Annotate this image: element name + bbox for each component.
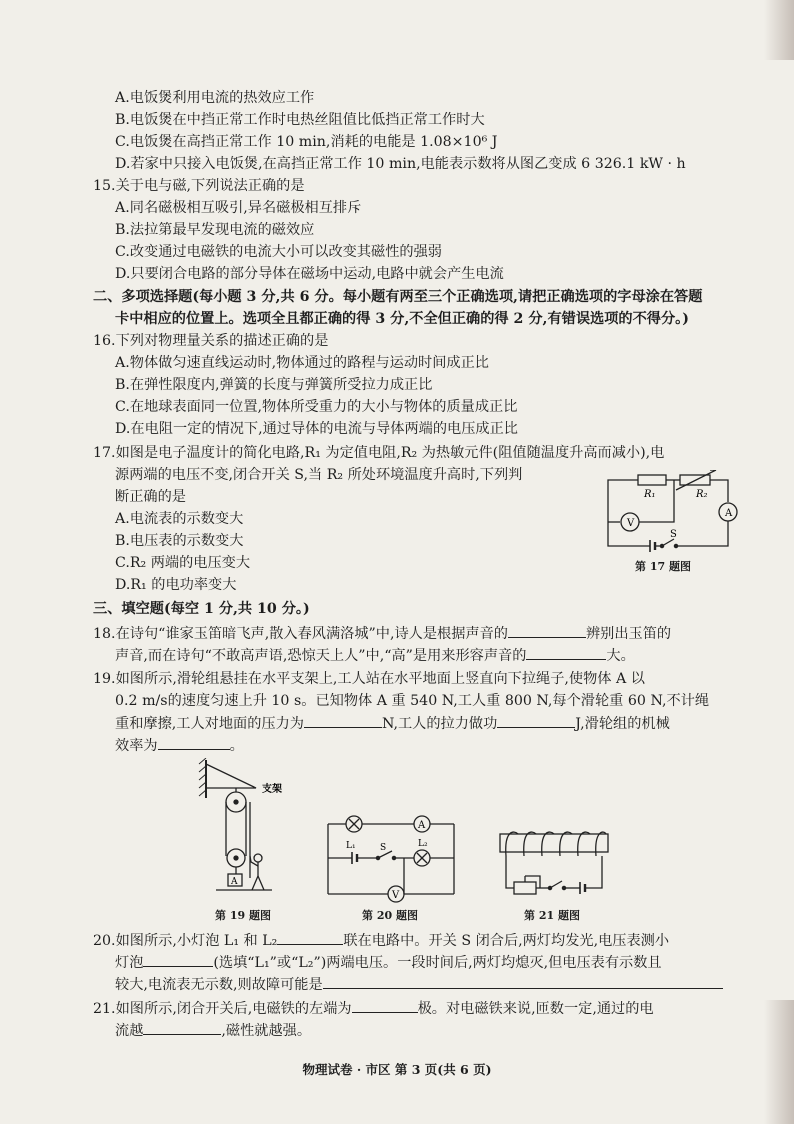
q20-line-3 [115, 974, 723, 995]
q21-text-1a: 21.如图所示,闭合开关后,电磁铁的左端为 [93, 1001, 352, 1017]
q17-option-d: D.R₁ 的电功率变大 [115, 577, 237, 593]
q19-answer-blank-2[interactable] [497, 713, 575, 728]
q20-line-2 [115, 952, 662, 973]
figure-20-circuit [322, 812, 462, 908]
q16-stem: 16.下列对物理量关系的描述正确的是 [93, 333, 329, 349]
page-footer: 物理试卷 · 市区 第 3 页(共 6 页) [302, 1062, 492, 1077]
q19-line-2: 0.2 m/s的速度匀速上升 10 s。已知物体 A 重 540 N,工人重 800 N,每个滑轮重 60 N,不计绳 [115, 693, 710, 709]
q20-answer-blank-2[interactable] [143, 952, 213, 967]
q19-text-3a: 重和摩擦,工人对地面的压力为 [115, 716, 304, 732]
q18-answer-blank-2[interactable] [526, 645, 606, 660]
ammeter-label: A [725, 508, 733, 519]
q15-option-c: C.改变通过电磁铁的电流大小可以改变其磁性的强弱 [115, 244, 442, 260]
figure-17-circuit [598, 470, 748, 570]
figure-21-caption: 第 21 题图 [524, 909, 580, 922]
q16-option-a: A.物体做匀速直线运动时,物体通过的路程与运动时间成正比 [115, 355, 489, 371]
fig20-ammeter-label: A [418, 820, 426, 831]
q14-option-b: B.电饭煲在中挡正常工作时电热丝阻值比低挡正常工作时大 [115, 112, 485, 128]
q16-option-c: C.在地球表面同一位置,物体所受重力的大小与物体的质量成正比 [115, 399, 518, 415]
figure-19-pulley [196, 758, 306, 908]
q21-line-2 [115, 1020, 311, 1041]
q19-answer-blank-1[interactable] [304, 713, 382, 728]
q16-option-b: B.在弹性限度内,弹簧的长度与弹簧所受拉力成正比 [115, 377, 433, 393]
q20-text-1a: 20.如图所示,小灯泡 L₁ 和 L₂ [93, 933, 278, 949]
q15-option-a: A.同名磁极相互吸引,异名磁极相互排斥 [115, 200, 362, 216]
q17-option-b: B.电压表的示数变大 [115, 533, 244, 549]
q20-text-2b: (选填“L₁”或“L₂”)两端电压。一段时间后,两灯均熄灭,但电压表有示数且 [213, 955, 662, 971]
q18-text-1a: 18.在诗句“谁家玉笛暗飞声,散入春风满洛城”中,诗人是根据声音的 [93, 626, 508, 642]
q19-text-3c: J,滑轮组的机械 [575, 716, 670, 732]
q18-answer-blank-1[interactable] [508, 623, 586, 638]
q19-line-4 [115, 735, 244, 756]
q17-option-c: C.R₂ 两端的电压变大 [115, 555, 251, 571]
q17-stem-line-3: 断正确的是 [115, 489, 186, 505]
section-3-heading: 三、填空题(每空 1 分,共 10 分。) [93, 601, 310, 617]
q14-option-a: A.电饭煲利用电流的热效应工作 [115, 90, 315, 106]
q21-answer-blank-2[interactable] [143, 1020, 221, 1035]
q17-option-a: A.电流表的示数变大 [115, 511, 244, 527]
fig20-l2-label: L₂ [418, 839, 428, 849]
q17-stem-line-1: 17.如图是电子温度计的简化电路,R₁ 为定值电阻,R₂ 为热敏元件(阻值随温度升高而减小),电 [93, 445, 665, 461]
object-a-label: A [231, 877, 238, 887]
figure-19-caption: 第 19 题图 [215, 909, 271, 922]
q17-stem-line-2: 源两端的电压不变,闭合开关 S,当 R₂ 所处环境温度升高时,下列判 [115, 467, 523, 483]
q20-answer-blank-1[interactable] [277, 930, 343, 945]
q21-answer-blank-1[interactable] [352, 998, 418, 1013]
figure-17-caption: 第 17 题图 [635, 560, 691, 573]
q14-option-d: D.若家中只接入电饭煲,在高挡正常工作 10 min,电能表示数将从图乙变成 6 326.1 kW · h [115, 156, 686, 172]
q20-text-1b: 联在电路中。开关 S 闭合后,两灯均发光,电压表测小 [343, 933, 670, 949]
q19-text-4a: 效率为 [115, 738, 158, 754]
q18-line-1 [93, 623, 671, 644]
q14-option-c: C.电饭煲在高挡正常工作 10 min,消耗的电能是 1.08×10⁶ J [115, 134, 498, 150]
q21-text-2a: 流越 [115, 1023, 144, 1039]
scan-edge-shadow [764, 0, 794, 60]
bracket-label: 支架 [262, 784, 282, 795]
q20-answer-blank-3[interactable] [323, 974, 723, 989]
r1-resistor [638, 475, 666, 485]
worker-head [254, 854, 262, 862]
q20-text-3: 较大,电流表无示数,则故障可能是 [115, 977, 323, 993]
q18-text-2b: 大。 [606, 648, 635, 664]
q21-line-1 [93, 998, 654, 1019]
voltmeter-label: V [627, 518, 635, 529]
q18-line-2 [115, 645, 635, 666]
q16-option-d: D.在电阻一定的情况下,通过导体的电流与导体两端的电压成正比 [115, 421, 518, 437]
q19-answer-blank-3[interactable] [158, 735, 230, 750]
q21-text-1b: 极。对电磁铁来说,匝数一定,通过的电 [417, 1001, 654, 1017]
r2-label: R₂ [696, 489, 708, 500]
section-2-heading: 二、多项选择题(每小题 3 分,共 6 分。每小题有两至三个正确选项,请把正确选项的字母涂在答题 [93, 289, 703, 305]
q20-line-1 [93, 930, 669, 951]
figure-20-caption: 第 20 题图 [362, 909, 418, 922]
fig20-switch-label: S [380, 843, 387, 853]
rheostat [514, 882, 536, 894]
q15-option-d: D.只要闭合电路的部分导体在磁场中运动,电路中就会产生电流 [115, 266, 504, 282]
q19-text-3b: N,工人的拉力做功 [381, 716, 498, 732]
q20-text-2a: 灯泡 [115, 955, 144, 971]
r1-label: R₁ [644, 489, 656, 500]
iron-core [500, 834, 608, 852]
q18-text-2a: 声音,而在诗句“不敢高声语,恐惊天上人”中,“高”是用来形容声音的 [115, 648, 527, 664]
q21-text-2b: ,磁性就越强。 [221, 1023, 312, 1039]
fig20-l1-label: L₁ [346, 841, 356, 851]
q18-text-1b: 辨别出玉笛的 [585, 626, 672, 642]
q19-line-1: 19.如图所示,滑轮组悬挂在水平支架上,工人站在水平地面上竖直向下拉绳子,使物体 A 以 [93, 671, 645, 687]
q19-text-4b: 。 [229, 738, 244, 754]
switch-label: S [670, 529, 677, 540]
q15-option-b: B.法拉第最早发现电流的磁效应 [115, 222, 315, 238]
section-2-instructions: 卡中相应的位置上。选项全且都正确的得 3 分,不全但正确的得 2 分,有错误选项的不得分。) [115, 311, 689, 327]
fig20-voltmeter-label: V [392, 890, 400, 901]
q15-stem: 15.关于电与磁,下列说法正确的是 [93, 178, 305, 194]
figure-21-electromagnet [484, 824, 624, 908]
q19-line-3 [115, 713, 670, 734]
